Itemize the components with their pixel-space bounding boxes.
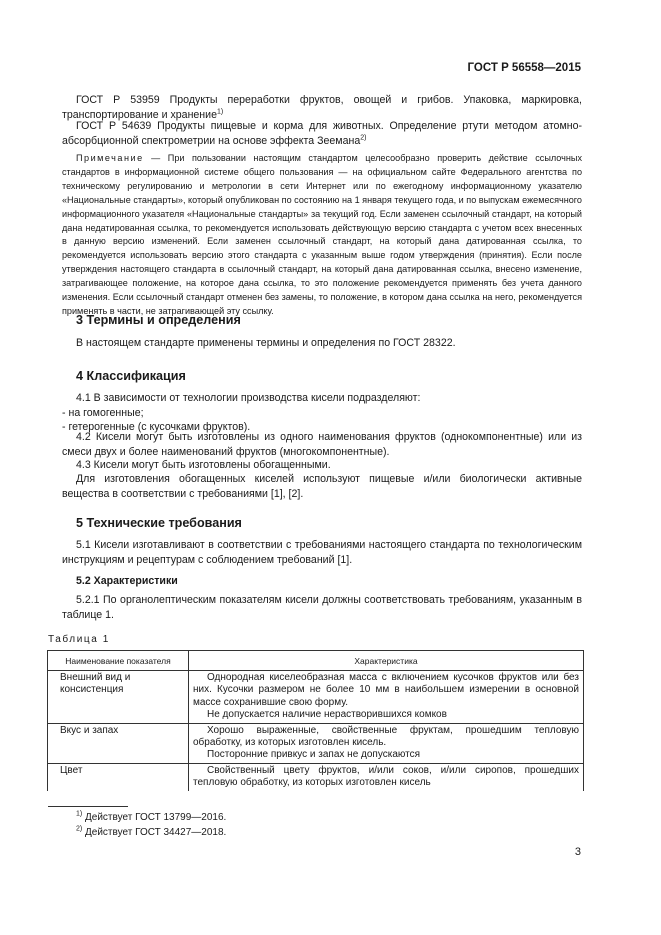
clause-5-2-1: 5.2.1 По органолептическим показателям кисели должны соответствовать требованиям, указанным в таблице 1. xyxy=(62,594,582,621)
list-item: - гетерогенные (с кусочками фруктов). xyxy=(62,421,251,433)
table-row xyxy=(48,763,584,790)
document-id: ГОСТ Р 56558—2015 xyxy=(467,62,581,74)
column-header: Наименование показателя xyxy=(48,651,189,671)
organoleptic-table xyxy=(47,650,584,791)
characteristic-text: Не допускается наличие нерастворившихся комков xyxy=(207,709,447,721)
characteristic-cell xyxy=(189,723,584,763)
footnote-2: $^{2)}$ Действует ГОСТ 34427—2018. xyxy=(76,825,227,838)
characteristic-text: Однородная киселеобразная масса с включением кусочков фруктов или без них. Кусочки размером не более 10 мм в наибольшем измерении в основной массе сохранившие свою форму. xyxy=(193,672,579,708)
clause-4-1: 4.1 В зависимости от технологии производства кисели подразделяют: xyxy=(76,392,421,404)
table-header-row xyxy=(48,651,584,671)
footnote-separator xyxy=(48,806,128,807)
table-caption: Таблица 1 xyxy=(48,634,110,645)
characteristic-text: Хорошо выраженные, свойственные фруктам, прошедшим тепловую обработку, из которых изготовлен кисель. xyxy=(193,724,579,749)
column-header: Характеристика xyxy=(189,651,584,671)
characteristic-text: Посторонние привкус и запах не допускаются xyxy=(207,749,421,761)
table-row xyxy=(48,723,584,763)
clause-4-3: 4.3 Кисели могут быть изготовлены обогащенными. xyxy=(76,459,331,471)
clause-5-2-heading: 5.2 Характеристики xyxy=(76,575,178,587)
table-row xyxy=(48,671,584,724)
section-5-heading: 5 Технические требования xyxy=(76,516,242,530)
enrichment-text: Для изготовления обогащенных киселей используют пищевые и/или биологически активные вещества в соответствии с требованиями [1], [2]. xyxy=(62,473,582,500)
indicator-name: Вкус и запах xyxy=(48,723,189,763)
clause-4-2: 4.2 Кисели могут быть изготовлены из одного наименования фруктов (однокомпонентные) или из смеси двух и более наименований фруктов (многокомпонентные). xyxy=(62,431,582,458)
indicator-name: Внешний вид и консистенция xyxy=(48,671,189,724)
reference-gost-53959: ГОСТ Р 53959 Продукты переработки фруктов, овощей и грибов. Упаковка, маркировка, транспортирование и хранение$^{1)}$ xyxy=(62,94,582,121)
section-3-heading: 3 Термины и определения xyxy=(76,313,241,327)
clause-5-1: 5.1 Кисели изготавливают в соответствии с требованиями настоящего стандарта по технологическим инструкциям и рецептурам с соблюдением требований [1]. xyxy=(62,539,582,566)
section-4-heading: 4 Классификация xyxy=(76,369,186,383)
section-3-text: В настоящем стандарте применены термины и определения по ГОСТ 28322. xyxy=(76,337,456,349)
page-number: 3 xyxy=(574,846,581,858)
characteristic-cell xyxy=(189,671,584,724)
footnote-1: $^{1)}$ Действует ГОСТ 13799—2016. xyxy=(76,810,227,823)
reference-gost-54639: ГОСТ Р 54639 Продукты пищевые и корма для животных. Определение ртути методом атомно-абсорбционной спектрометрии на основе эффекта Зеемана$^{2)}$ xyxy=(62,120,582,147)
indicator-name: Цвет xyxy=(48,763,189,790)
characteristic-text: Свойственный цвету фруктов, и/или соков, и/или сиропов, прошедших тепловую обработку, из которых изготовлен кисель xyxy=(193,764,579,789)
list-item: - на гомогенные; xyxy=(62,407,144,419)
reference-note: Примечание — При пользовании настоящим стандартом целесообразно проверить действие ссылочных стандартов в информационной системе общего пользования — на официальном сайте Федерального агентства по техническому регулированию и метрологии в сети Интернет или по ежегодному информационному указателю «Национальные стандарты», который опубликован по состоянию на 1 января текущего года, и по выпускам ежемесячного информационного указателя «Национальные стандарты» за текущий год. Если заменен ссылочный стандарт, на который дана недатированная ссылка, то рекомендуется использовать действующую версию стандарта с учетом всех внесенных в данную версию изменений. Если заменен ссылочный стандарт, на который дана датированная ссылка, то рекомендуется использовать версию этого стандарта с указанным выше годом утверждения (принятия). Если после утверждения настоящего стандарта в ссылочный стандарт, на который дана датированная ссылка, внесено изменение, затрагивающее положение, на которое дана ссылка, то это положение рекомендуется применять без учета данного изменения. Если ссылочный стандарт отменен без замены, то положение, в котором дана ссылка на него, рекомендуется применять в части, не затрагивающей эту ссылку. xyxy=(62,153,582,316)
characteristic-cell xyxy=(189,763,584,790)
